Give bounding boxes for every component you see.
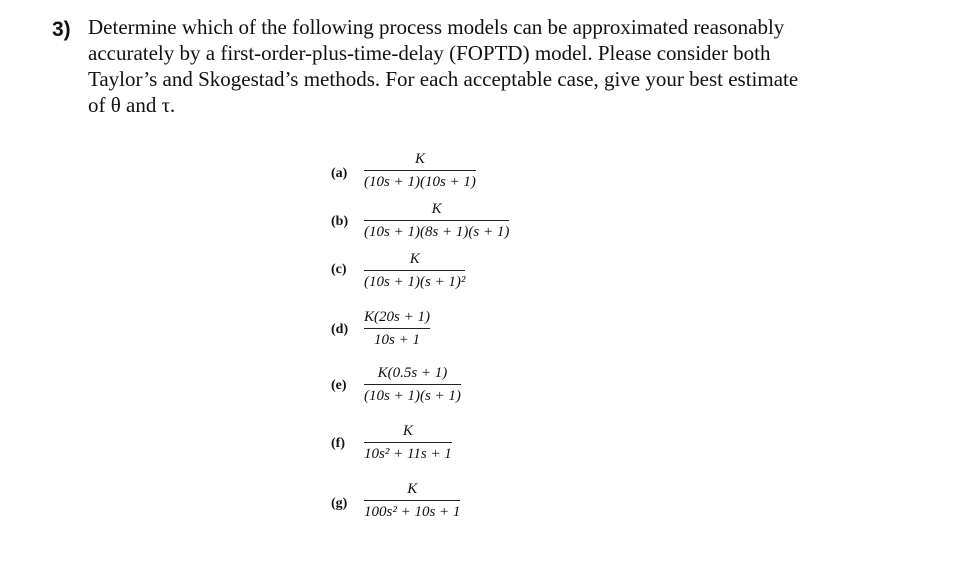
- model-label: (b): [331, 214, 349, 229]
- fraction-numerator: K: [431, 201, 442, 217]
- fraction-numerator: K(20s + 1): [364, 309, 430, 325]
- question-number: 3): [52, 18, 71, 41]
- fraction-numerator: K(0.5s + 1): [377, 365, 448, 381]
- model-e: [0, 364, 700, 424]
- model-g: [0, 480, 700, 540]
- model-d: [0, 308, 700, 368]
- question-line: Taylor’s and Skogestad’s methods. For each acceptable case, give your best estimate: [88, 67, 799, 91]
- fraction-numerator: K: [407, 481, 418, 497]
- fraction-denominator: 10s² + 11s + 1: [364, 442, 452, 463]
- model-label: (e): [331, 378, 347, 393]
- transfer-function-fraction: [364, 364, 461, 405]
- fraction-denominator: (10s + 1)(8s + 1)(s + 1): [364, 220, 509, 241]
- model-f: [0, 422, 700, 482]
- question-line: of θ and τ.: [88, 93, 176, 117]
- transfer-function-fraction: [364, 480, 460, 521]
- fraction-denominator: 100s² + 10s + 1: [364, 500, 460, 521]
- model-label: (a): [331, 166, 348, 181]
- transfer-function-fraction: [364, 200, 509, 241]
- fraction-numerator: K: [414, 151, 425, 167]
- model-label: (f): [331, 436, 345, 451]
- transfer-function-fraction: [364, 422, 452, 463]
- transfer-function-fraction: [364, 250, 465, 291]
- fraction-denominator: (10s + 1)(s + 1)²: [364, 270, 465, 291]
- model-c: [0, 250, 700, 310]
- fraction-denominator: (10s + 1)(10s + 1): [364, 170, 476, 191]
- question-line: accurately by a first-order-plus-time-delay (FOPTD) model. Please consider both: [88, 41, 771, 65]
- fraction-numerator: K: [402, 423, 413, 439]
- transfer-function-fraction: [364, 308, 430, 349]
- model-label: (d): [331, 322, 349, 337]
- model-label: (g): [331, 496, 348, 511]
- fraction-numerator: K: [409, 251, 420, 267]
- question-line: Determine which of the following process models can be approximated reasonably: [88, 15, 785, 39]
- fraction-denominator: 10s + 1: [364, 328, 430, 349]
- question-text: [88, 14, 888, 118]
- transfer-function-fraction: [364, 150, 476, 191]
- fraction-denominator: (10s + 1)(s + 1): [364, 384, 461, 405]
- model-label: (c): [331, 262, 347, 277]
